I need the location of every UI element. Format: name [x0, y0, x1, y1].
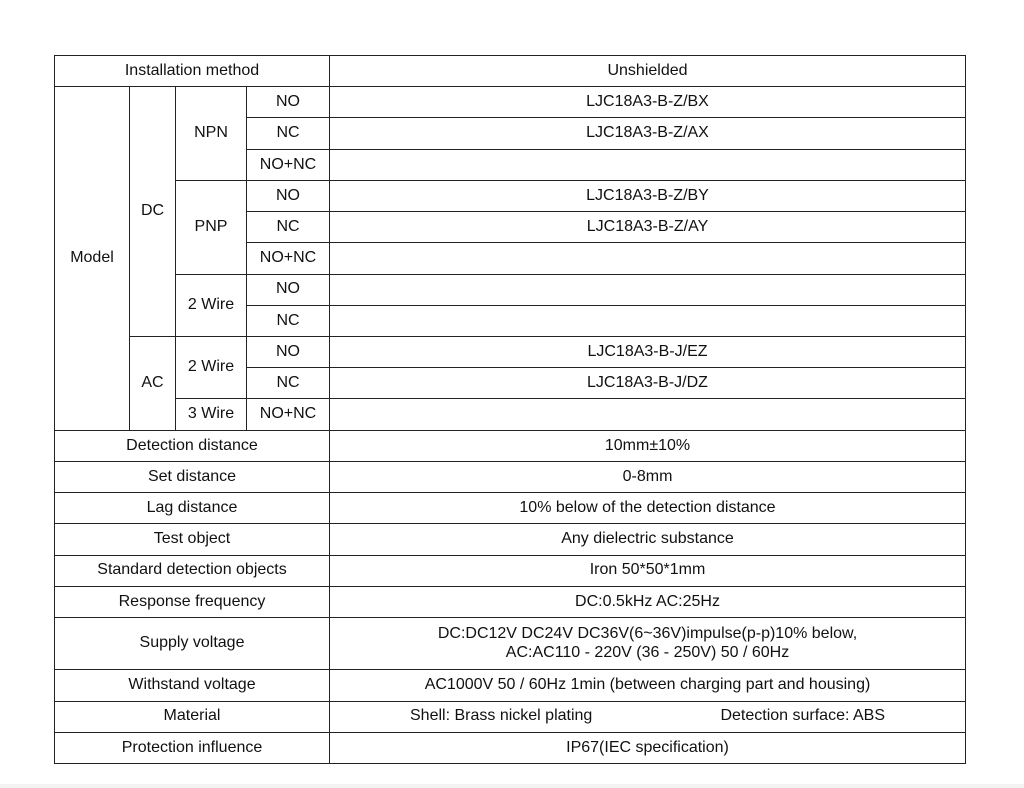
spec-value	[330, 701, 966, 732]
supply-voltage-line-2: AC:AC110 - 220V (36 - 250V) 50 / 60Hz	[505, 643, 790, 661]
contact-cell: NC	[247, 305, 330, 336]
table-row	[55, 586, 966, 617]
spec-value: 0-8mm	[330, 461, 966, 492]
spec-table	[54, 55, 966, 764]
table-row	[55, 399, 966, 430]
model-value	[330, 399, 966, 430]
table-row	[55, 493, 966, 524]
bottom-divider	[0, 784, 1024, 788]
model-value: LJC18A3-B-Z/AX	[330, 118, 966, 149]
pnp-label: PNP	[176, 180, 247, 274]
spec-value: 10mm±10%	[330, 430, 966, 461]
contact-cell: NO	[247, 274, 330, 305]
material-shell: Shell: Brass nickel plating	[410, 707, 593, 725]
ac-three-wire-label: 3 Wire	[176, 399, 247, 430]
spec-label: Detection distance	[55, 430, 330, 461]
model-value: LJC18A3-B-Z/BY	[330, 180, 966, 211]
table-row	[55, 555, 966, 586]
table-row	[55, 524, 966, 555]
model-value	[330, 274, 966, 305]
ac-label: AC	[130, 336, 176, 430]
spec-label: Supply voltage	[55, 617, 330, 669]
contact-cell: NO	[247, 180, 330, 211]
spec-label: Protection influence	[55, 732, 330, 763]
spec-label: Standard detection objects	[55, 555, 330, 586]
model-value: LJC18A3-B-Z/BX	[330, 87, 966, 118]
model-value	[330, 149, 966, 180]
spec-value: Any dielectric substance	[330, 524, 966, 555]
contact-cell: NO	[247, 336, 330, 367]
table-row	[55, 180, 966, 211]
spec-value: AC1000V 50 / 60Hz 1min (between charging part and housing)	[330, 670, 966, 701]
contact-cell: NO+NC	[247, 399, 330, 430]
spec-value	[330, 617, 966, 669]
spec-value: DC:0.5kHz AC:25Hz	[330, 586, 966, 617]
contact-cell: NC	[247, 368, 330, 399]
spec-label: Response frequency	[55, 586, 330, 617]
spec-label: Material	[55, 701, 330, 732]
spec-value: IP67(IEC specification)	[330, 732, 966, 763]
table-row	[55, 617, 966, 669]
table-row	[55, 732, 966, 763]
installation-method-value: Unshielded	[330, 56, 966, 87]
model-value: LJC18A3-B-Z/AY	[330, 212, 966, 243]
model-label: Model	[55, 87, 130, 430]
dc-two-wire-label: 2 Wire	[176, 274, 247, 336]
table-row	[55, 670, 966, 701]
supply-voltage-line-1: DC:DC12V DC24V DC36V(6~36V)impulse(p-p)10% below,	[437, 625, 858, 643]
contact-cell: NC	[247, 212, 330, 243]
contact-cell: NO+NC	[247, 243, 330, 274]
table-row	[55, 87, 966, 118]
ac-two-wire-label: 2 Wire	[176, 336, 247, 398]
model-value	[330, 243, 966, 274]
table-row	[55, 461, 966, 492]
contact-cell: NO+NC	[247, 149, 330, 180]
table-row	[55, 274, 966, 305]
npn-label: NPN	[176, 87, 247, 181]
dc-label: DC	[130, 87, 176, 337]
spec-label: Lag distance	[55, 493, 330, 524]
spec-label: Set distance	[55, 461, 330, 492]
material-surface: Detection surface: ABS	[720, 707, 885, 725]
spec-value: 10% below of the detection distance	[330, 493, 966, 524]
table-row	[55, 701, 966, 732]
model-value: LJC18A3-B-J/EZ	[330, 336, 966, 367]
table-row	[55, 430, 966, 461]
model-value: LJC18A3-B-J/DZ	[330, 368, 966, 399]
table-row	[55, 336, 966, 367]
model-value	[330, 305, 966, 336]
contact-cell: NC	[247, 118, 330, 149]
spec-label: Withstand voltage	[55, 670, 330, 701]
installation-method-label: Installation method	[55, 56, 330, 87]
spec-label: Test object	[55, 524, 330, 555]
installation-method-row	[55, 56, 966, 87]
spec-value: Iron 50*50*1mm	[330, 555, 966, 586]
contact-cell: NO	[247, 87, 330, 118]
